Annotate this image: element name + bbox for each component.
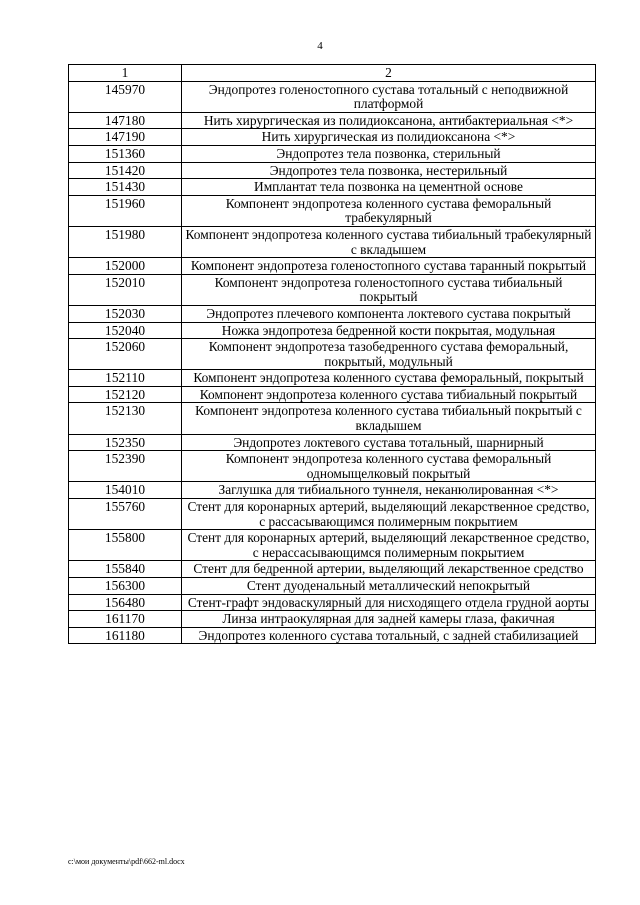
row-name: Стент для коронарных артерий, выделяющий лекарственное средство, с рассасывающимся полимерным покрытием — [182, 499, 596, 530]
row-code: 152130 — [69, 403, 182, 434]
row-code: 151980 — [69, 226, 182, 257]
row-name: Компонент эндопротеза коленного сустава феморальный, покрытый — [182, 370, 596, 387]
table-row — [69, 561, 596, 578]
table-row — [69, 339, 596, 370]
table-row — [69, 305, 596, 322]
row-name: Имплантат тела позвонка на цементной основе — [182, 179, 596, 196]
row-name: Эндопротез тела позвонка, стерильный — [182, 145, 596, 162]
table-row — [69, 81, 596, 112]
row-code: 152350 — [69, 434, 182, 451]
row-code: 152030 — [69, 305, 182, 322]
table-row — [69, 145, 596, 162]
table-row — [69, 594, 596, 611]
table-row — [69, 179, 596, 196]
row-code: 147190 — [69, 129, 182, 146]
row-code: 145970 — [69, 81, 182, 112]
row-name: Стент для бедренной артерии, выделяющий лекарственное средство — [182, 561, 596, 578]
table-body — [69, 81, 596, 644]
row-name: Компонент эндопротеза коленного сустава феморальный трабекулярный — [182, 195, 596, 226]
row-code: 154010 — [69, 482, 182, 499]
table-row — [69, 451, 596, 482]
row-name: Компонент эндопротеза коленного сустава феморальный одномыщелковый покрытый — [182, 451, 596, 482]
row-name: Стент для коронарных артерий, выделяющий лекарственное средство, с нерассасывающимся полимерным покрытием — [182, 530, 596, 561]
table-row — [69, 274, 596, 305]
row-code: 152000 — [69, 258, 182, 275]
table-row — [69, 370, 596, 387]
row-name: Эндопротез тела позвонка, нестерильный — [182, 162, 596, 179]
table-row — [69, 482, 596, 499]
row-name: Компонент эндопротеза тазобедренного сустава феморальный, покрытый, модульный — [182, 339, 596, 370]
table-row — [69, 434, 596, 451]
table-row — [69, 258, 596, 275]
row-name: Компонент эндопротеза коленного сустава тибиальный трабекулярный с вкладышем — [182, 226, 596, 257]
row-name: Нить хирургическая из полидиоксанона <*> — [182, 129, 596, 146]
row-code: 147180 — [69, 112, 182, 129]
row-code: 161170 — [69, 611, 182, 628]
row-code: 156300 — [69, 578, 182, 595]
row-code: 155800 — [69, 530, 182, 561]
row-code: 155840 — [69, 561, 182, 578]
table-row — [69, 322, 596, 339]
table-row — [69, 162, 596, 179]
row-code: 152120 — [69, 386, 182, 403]
column-header-code: 1 — [69, 65, 182, 82]
row-name: Ножка эндопротеза бедренной кости покрытая, модульная — [182, 322, 596, 339]
row-name: Компонент эндопротеза голеностопного сустава таранный покрытый — [182, 258, 596, 275]
row-name: Стент-графт эндоваскулярный для нисходящего отдела грудной аорты — [182, 594, 596, 611]
row-name: Компонент эндопротеза голеностопного сустава тибиальный покрытый — [182, 274, 596, 305]
table-row — [69, 226, 596, 257]
row-name: Эндопротез коленного сустава тотальный, с задней стабилизацией — [182, 627, 596, 644]
row-code: 152010 — [69, 274, 182, 305]
row-code: 151360 — [69, 145, 182, 162]
table-row — [69, 403, 596, 434]
row-code: 151430 — [69, 179, 182, 196]
row-name: Компонент эндопротеза коленного сустава тибиальный покрытый — [182, 386, 596, 403]
table-row — [69, 386, 596, 403]
table-row — [69, 195, 596, 226]
device-code-table — [68, 64, 596, 644]
page-number: 4 — [317, 40, 323, 52]
table-row — [69, 530, 596, 561]
table-row — [69, 112, 596, 129]
table-row — [69, 578, 596, 595]
row-name: Стент дуоденальный металлический непокрытый — [182, 578, 596, 595]
row-code: 151960 — [69, 195, 182, 226]
row-code: 152110 — [69, 370, 182, 387]
table-row — [69, 129, 596, 146]
table-row — [69, 499, 596, 530]
footer-file-path: c:\мои документы\pdf\662-ml.docx — [68, 857, 185, 866]
row-code: 152390 — [69, 451, 182, 482]
row-name: Эндопротез голеностопного сустава тотальный с неподвижной платформой — [182, 81, 596, 112]
row-code: 152040 — [69, 322, 182, 339]
row-code: 161180 — [69, 627, 182, 644]
row-code: 156480 — [69, 594, 182, 611]
row-name: Компонент эндопротеза коленного сустава тибиальный покрытый с вкладышем — [182, 403, 596, 434]
row-name: Заглушка для тибиального туннеля, неканюлированная <*> — [182, 482, 596, 499]
row-name: Эндопротез плечевого компонента локтевого сустава покрытый — [182, 305, 596, 322]
row-name: Эндопротез локтевого сустава тотальный, шарнирный — [182, 434, 596, 451]
row-name: Нить хирургическая из полидиоксанона, антибактериальная <*> — [182, 112, 596, 129]
table-row — [69, 611, 596, 628]
table-row — [69, 627, 596, 644]
row-name: Линза интраокулярная для задней камеры глаза, факичная — [182, 611, 596, 628]
column-header-name: 2 — [182, 65, 596, 82]
row-code: 152060 — [69, 339, 182, 370]
row-code: 151420 — [69, 162, 182, 179]
table-header-row — [69, 65, 596, 82]
row-code: 155760 — [69, 499, 182, 530]
